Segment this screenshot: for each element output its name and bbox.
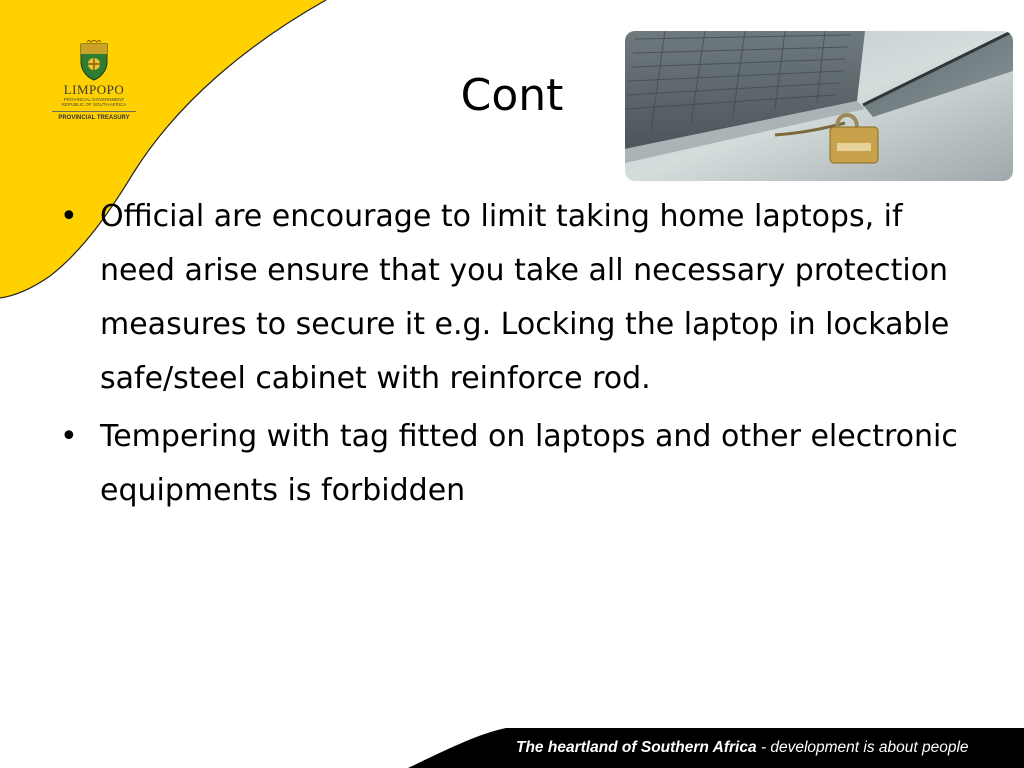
bullet-dot-icon: • (60, 199, 78, 234)
logo-subtitle: PROVINCIAL GOVERNMENT (63, 97, 125, 102)
logo-subtitle-2: REPUBLIC OF SOUTH AFRICA (61, 102, 127, 107)
bullet-text: Official are encourage to limit taking home laptops, if need arise ensure that you take all necessary protection measures to secure it e.g. Locking the laptop in lockable safe/steel cabinet with reinforce rod. (100, 199, 950, 396)
bullet-text: Tempering with tag fitted on laptops and other electronic equipments is forbidden (100, 419, 958, 508)
footer-tagline (516, 738, 969, 758)
slide-title: Cont (460, 70, 564, 121)
bullet-dot-icon: • (60, 419, 78, 454)
footer-tagline-rest: - development is about people (756, 739, 969, 756)
footer-tagline-bold: The heartland of Southern Africa (516, 739, 757, 756)
logo-name: LIMPOPO (63, 82, 125, 97)
logo-department: PROVINCIAL TREASURY (58, 115, 130, 121)
